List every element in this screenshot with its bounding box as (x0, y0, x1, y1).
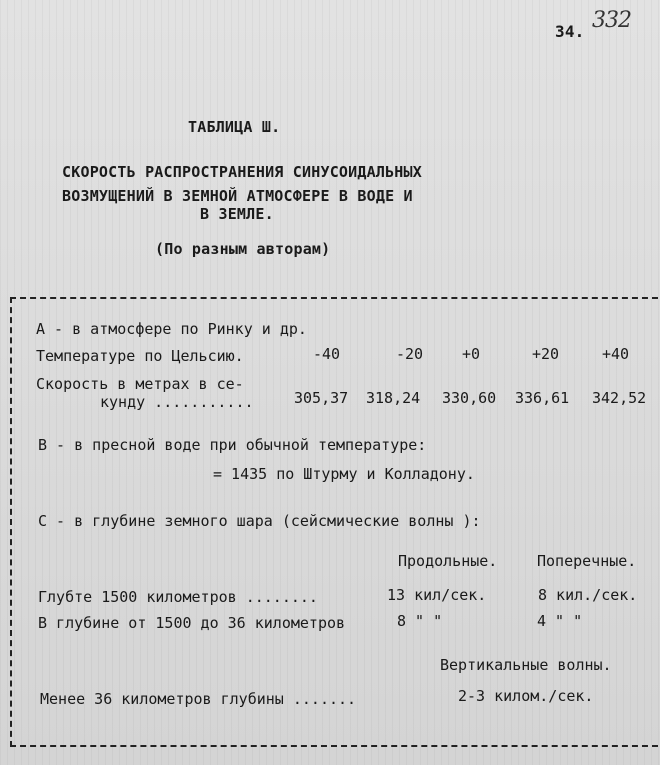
speed-value: 342,52 (592, 389, 647, 407)
temp-value: +20 (532, 345, 560, 363)
depth-row-label: В глубине от 1500 до 36 километров (38, 614, 346, 632)
handwritten-page-number: 332 (592, 8, 631, 33)
section-a-title: А - в атмосфере по Ринку и др. (36, 320, 307, 338)
speed-value: 318,24 (366, 389, 421, 407)
depth-row-label: Глубте 1500 километров ........ (38, 588, 318, 606)
column-transverse: Поперечные. (537, 552, 637, 570)
heading-line-3: В ЗЕМЛЕ. (200, 205, 274, 223)
speed-value: 330,60 (442, 389, 497, 407)
column-longitudinal: Продольные. (398, 552, 498, 570)
temp-value: +0 (462, 345, 481, 363)
section-b-value: = 1435 по Штурму и Колладону. (213, 465, 475, 483)
longitudinal-value: 8 " " (397, 612, 443, 630)
transverse-value: 8 кил./сек. (538, 586, 638, 604)
heading-line-1: СКОРОСТЬ РАСПРОСТРАНЕНИЯ СИНУСОИДАЛЬНЫХ (62, 163, 422, 181)
longitudinal-value: 13 кил/сек. (387, 586, 487, 604)
temp-value: -20 (396, 345, 424, 363)
speed-value: 336,61 (515, 389, 570, 407)
section-c-title: С - в глубине земного шара (сейсмические волны ): (38, 512, 481, 530)
speed-value: 305,37 (294, 389, 349, 407)
speed-label-line-1: Скорость в метрах в се- (36, 375, 244, 393)
temp-value: -40 (313, 345, 341, 363)
vertical-waves-value: 2-3 килом./сек. (458, 687, 594, 705)
subheading: (По разным авторам) (155, 240, 331, 258)
temp-value: +40 (602, 345, 630, 363)
shallow-depth-label: Менее 36 километров глубины ....... (40, 690, 357, 708)
section-b-title: В - в пресной воде при обычной температуре: (38, 436, 427, 454)
page-number: 34. (555, 22, 585, 41)
speed-label-line-2: кунду ........... (100, 393, 254, 411)
vertical-waves-title: Вертикальные волны. (440, 656, 612, 674)
table-title: ТАБЛИЦА Ш. (188, 118, 281, 136)
temperature-label: Температуре по Цельсию. (36, 347, 244, 365)
transverse-value: 4 " " (537, 612, 583, 630)
heading-line-2: ВОЗМУЩЕНИЙ В ЗЕМНОЙ АТМОСФЕРЕ В ВОДЕ И (62, 187, 413, 205)
